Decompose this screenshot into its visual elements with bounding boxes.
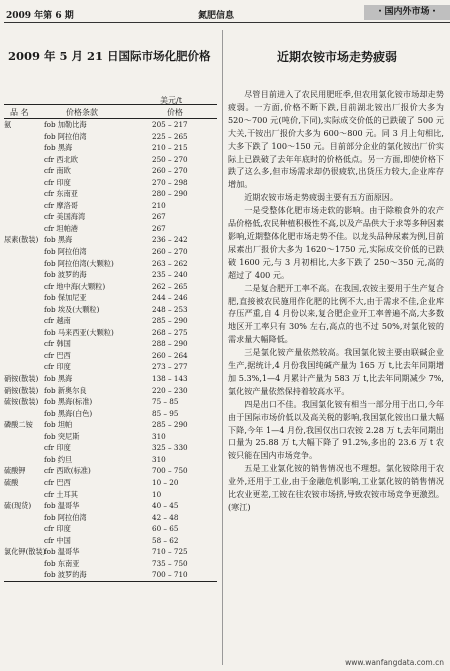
article-title: 近期农铵市场走势疲弱 — [276, 50, 397, 64]
price-cell: 267 — [152, 212, 166, 222]
table-row — [4, 361, 217, 373]
terms-cell: cfr 越南 — [44, 316, 71, 326]
price-cell: 42 – 48 — [152, 512, 179, 522]
table-row — [4, 350, 217, 362]
table-row — [4, 385, 217, 397]
terms-cell: fob 阿拉伯湾 — [44, 131, 87, 141]
terms-cell: cfr 巴西 — [44, 350, 71, 360]
terms-cell: fob 东南亚 — [44, 558, 80, 568]
price-cell: 138 – 143 — [152, 374, 188, 384]
price-cell: 244 – 246 — [152, 293, 188, 303]
table-row — [4, 131, 217, 143]
table-row — [4, 188, 217, 200]
terms-cell: fob 加勒比海 — [44, 120, 87, 129]
terms-cell: cfr 巴西 — [44, 477, 71, 487]
product-cell: 硝铵(散装) — [4, 385, 39, 395]
product-cell: 硫铵(散装) — [4, 397, 39, 407]
terms-cell: cfr 中国 — [44, 535, 71, 545]
price-cell: 260 – 264 — [152, 350, 188, 360]
table-row — [4, 315, 217, 327]
table-row — [4, 119, 217, 131]
price-cell: 10 – 20 — [152, 477, 179, 487]
price-cell: 710 – 725 — [152, 547, 188, 557]
table-row — [4, 535, 217, 547]
table-row — [4, 269, 217, 281]
terms-cell: cfr 印度 — [44, 443, 71, 453]
price-cell: 225 – 265 — [152, 131, 188, 141]
product-cell: 硫酸 — [4, 477, 19, 487]
terms-cell: fob 新奥尔良 — [44, 385, 87, 395]
price-cell: 273 – 277 — [152, 362, 188, 372]
table-row — [4, 142, 217, 154]
price-cell: 310 — [152, 454, 166, 464]
page-header — [0, 0, 450, 24]
article-body — [228, 88, 444, 514]
price-cell: 700 – 750 — [152, 466, 188, 476]
terms-cell: fob 约旦 — [44, 454, 73, 464]
table-row — [4, 465, 217, 477]
price-cell: 263 – 262 — [152, 258, 188, 268]
table-row — [4, 223, 217, 235]
issue-label: 2009 年第 6 期 — [6, 11, 74, 21]
table-row — [4, 373, 217, 385]
terms-cell: cfr 印度 — [44, 177, 71, 187]
article-paragraph: 一是受整体化肥市场走软的影响。由于除粮食外的农产品价格低,农民种植积极性不高,以及产品供大于求等多种因素影响,近期整体化肥市场走势不佳。以龙头品种尿素为例,目前尿素出厂报价大多为 1620～1750 元,实际成交价低的已跌破 1600 元,与 3 月初相比,大多下跌了 250～350 元,高的超过了 400 元。 — [228, 205, 444, 280]
terms-cell: fob 马来西亚(大颗粒) — [44, 327, 114, 337]
terms-cell: fob 黑海 — [44, 235, 73, 245]
table-row — [4, 200, 217, 212]
table-header — [4, 104, 217, 119]
price-cell: 250 – 270 — [152, 154, 188, 164]
terms-cell: fob 阿拉伯湾(大颗粒) — [44, 258, 114, 268]
terms-cell: cfr 印度 — [44, 362, 71, 372]
table-row — [4, 523, 217, 535]
price-cell: 85 – 95 — [152, 408, 179, 418]
price-cell: 700 – 710 — [152, 570, 188, 580]
terms-cell: cfr 东南亚 — [44, 189, 78, 199]
table-row — [4, 419, 217, 431]
table-row — [4, 292, 217, 304]
price-table — [4, 104, 217, 582]
column-header-terms: 价格条款 — [66, 108, 98, 117]
column-divider — [222, 30, 223, 665]
table-row — [4, 431, 217, 443]
terms-cell: fob 波罗的海 — [44, 270, 87, 280]
price-cell: 285 – 290 — [152, 420, 188, 430]
terms-cell: fob 黑海 — [44, 374, 73, 384]
table-row — [4, 442, 217, 454]
price-cell: 40 – 45 — [152, 501, 179, 511]
price-cell: 285 – 290 — [152, 316, 188, 326]
price-cell: 280 – 290 — [152, 189, 188, 199]
table-row — [4, 512, 217, 524]
price-cell: 270 – 298 — [152, 177, 188, 187]
table-bottom-rule — [4, 581, 217, 582]
table-row — [4, 396, 217, 408]
article-paragraph: 四是出口不佳。我国氯化铵有相当一部分用于出口,今年由于国际市场价低以及高关税的影响,我国氯化铵出口量大幅下降,今年 1—4 月份,我国仅出口农铵 2.28 万 t,去年同期出口量为 25.88 万 t,大幅下降了 91.2%,多出的 23.6 万 t 农铵只能在国内市场竞争。 — [228, 398, 444, 461]
terms-cell: cfr 土耳其 — [44, 489, 78, 499]
terms-cell: fob 坦帕 — [44, 420, 73, 430]
terms-cell: cfr 南欧 — [44, 166, 71, 176]
price-cell: 205 – 217 — [152, 120, 188, 129]
terms-cell: fob 温哥华 — [44, 501, 80, 511]
table-row — [4, 154, 217, 166]
price-cell: 267 — [152, 223, 166, 233]
price-cell: 310 — [152, 431, 166, 441]
table-body — [4, 119, 217, 581]
terms-cell: fob 阿拉伯湾 — [44, 247, 87, 257]
product-cell: 硫(现货) — [4, 501, 32, 511]
table-row — [4, 246, 217, 258]
terms-cell: fob 阿拉伯湾 — [44, 512, 87, 522]
price-cell: 210 – 215 — [152, 143, 188, 153]
table-row — [4, 546, 217, 558]
table-row — [4, 338, 217, 350]
price-unit: 美元/t — [160, 96, 182, 105]
product-cell: 硝铵(散装) — [4, 374, 39, 384]
table-row — [4, 569, 217, 581]
price-cell: 220 – 230 — [152, 385, 188, 395]
price-cell: 248 – 253 — [152, 304, 188, 314]
table-row — [4, 281, 217, 293]
table-row — [4, 165, 217, 177]
table-row — [4, 408, 217, 420]
section-label: ・国内外市场・ — [364, 5, 450, 20]
table-row — [4, 558, 217, 570]
terms-cell: fob 黑海 — [44, 143, 73, 153]
article-paragraph: 五是工业氯化铵的销售情况也不理想。氯化铵除用于农业外,还用于工业,由于金融危机影响,工业氯化铵的销售情况比农业更差,工铵在往农铵市场挤,导致农铵市场竞争更激烈。(寒江) — [228, 463, 444, 512]
table-row — [4, 454, 217, 466]
terms-cell: cfr 印度 — [44, 524, 71, 534]
article-paragraph: 尽管目前进入了农民用肥旺季,但农用氯化铵市场却走势疲弱。一方面,价格不断下跌,目前湖北铵出厂报价大多为 520～700 元(吨价,下同),实际成交价低的已跌破了 500 元大关,干铵出厂报价大多为 600～800 元。同 3 月上旬相比,大多下跌了 100～150 元。目前部分企业的氯化铵出厂价实际上已跌破了去年年底时的价格低点。另一方面,即使价格下跌了这么多,但市场需求却仍很疲软,出货压力较大,企业库存增加。 — [228, 89, 444, 190]
terms-cell: fob 波罗的海 — [44, 570, 87, 580]
article-paragraph: 三是氯化铵产量依然较高。我国氯化铵主要由联碱企业生产,据统计,4 月份我国纯碱产量为 165 万 t,比去年同期增加 5.3%,1—4 月累计产量为 583 万 t,比去年同期减少 7%,氯化铵产量依然保持着较高水平。 — [228, 347, 444, 396]
price-cell: 58 – 62 — [152, 535, 179, 545]
price-cell: 60 – 65 — [152, 524, 179, 534]
product-cell: 氨 — [4, 120, 12, 129]
article-paragraph: 近期农铵市场走势疲弱主要有五方面原因。 — [244, 192, 398, 203]
product-cell: 磷酸二铵 — [4, 420, 33, 430]
terms-cell: cfr 坦帕港 — [44, 223, 78, 233]
price-cell: 262 – 265 — [152, 281, 188, 291]
terms-cell: cfr 摩洛哥 — [44, 200, 78, 210]
terms-cell: fob 黑海(标准) — [44, 397, 93, 407]
price-cell: 735 – 750 — [152, 558, 188, 568]
product-cell: 尿素(散装) — [4, 235, 39, 245]
watermark: www.wanfangdata.com.cn — [345, 658, 444, 667]
column-header-price: 价格 — [167, 108, 183, 117]
header-rule — [4, 22, 450, 23]
table-row — [4, 234, 217, 246]
article-paragraph: 二是复合肥开工率不高。在我国,农铵主要用于生产复合肥,直接被农民施用作化肥的比例不大,由于需求不佳,企业库存压严重,自 4 月份以来,复合肥企业开工率普遍不高,大多数地区开工率只有 30% 左右,高点的也不过 50%,对氯化铵的需求量大幅降低。 — [228, 282, 444, 345]
price-cell: 268 – 275 — [152, 327, 188, 337]
table-row — [4, 304, 217, 316]
price-cell: 260 – 270 — [152, 166, 188, 176]
terms-cell: cfr 美国海湾 — [44, 212, 86, 222]
terms-cell: cfr 地中海(大颗粒) — [44, 281, 106, 291]
journal-name: 氮肥信息 — [198, 11, 235, 21]
table-row — [4, 177, 217, 189]
price-cell: 325 – 330 — [152, 443, 188, 453]
terms-cell: cfr 西欧(标准) — [44, 466, 91, 476]
price-cell: 260 – 270 — [152, 247, 188, 257]
price-cell: 75 – 85 — [152, 397, 179, 407]
price-table-title: 2009 年 5 月 21 日国际市场化肥价格 — [8, 49, 211, 63]
price-cell: 235 – 240 — [152, 270, 188, 280]
column-header-product: 品 名 — [10, 108, 29, 117]
terms-cell: cfr 西北欧 — [44, 154, 78, 164]
terms-cell: fob 突尼斯 — [44, 431, 80, 441]
terms-cell: fob 温哥华 — [44, 547, 80, 557]
terms-cell: fob 保加尼亚 — [44, 293, 87, 303]
product-cell: 氯化钾(散装) — [4, 547, 46, 557]
price-cell: 288 – 290 — [152, 339, 188, 349]
price-cell: 10 — [152, 489, 162, 499]
table-row — [4, 211, 217, 223]
table-row — [4, 258, 217, 270]
table-row — [4, 500, 217, 512]
table-row — [4, 327, 217, 339]
table-row — [4, 477, 217, 489]
price-cell: 210 — [152, 200, 166, 210]
price-cell: 236 – 242 — [152, 235, 188, 245]
terms-cell: fob 埃及(大颗粒) — [44, 304, 100, 314]
product-cell: 硫酸钾 — [4, 466, 26, 476]
table-row — [4, 489, 217, 501]
terms-cell: cfr 韩国 — [44, 339, 71, 349]
terms-cell: fob 黑海(白色) — [44, 408, 93, 418]
